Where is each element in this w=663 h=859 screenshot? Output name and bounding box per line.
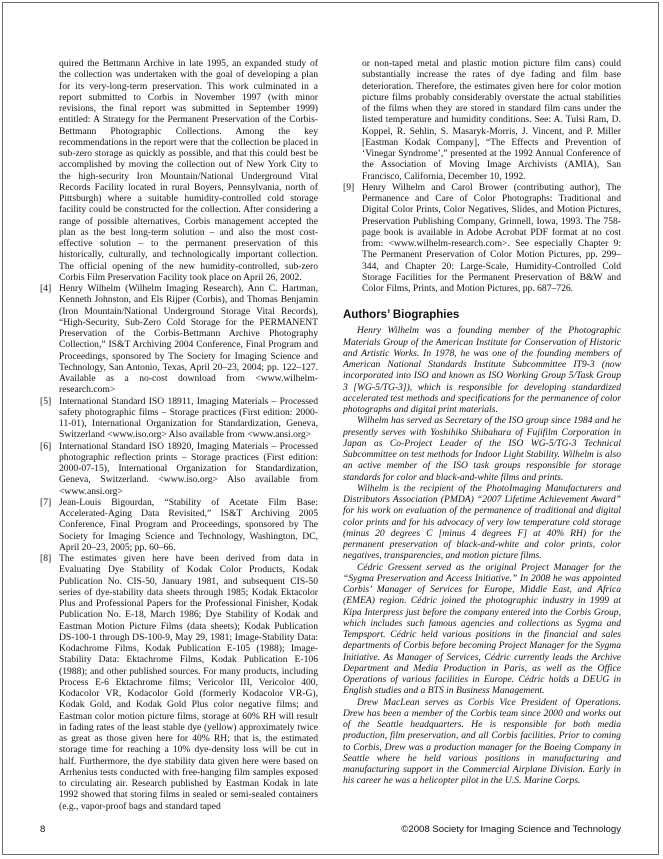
reference-text: Henry Wilhelm (Wilhelm Imaging Research), Ann C. Hartman, Kenneth Johnston, and Els Rijper (Corbis), and Thomas Benjamin (Iron Mountain/National Underground Storage Vital Records), “High-Security, Sub-Zero Cold Storage for the PERMANENT Preservation of the Corbis-Bettmann Archive Photography Collection,” IS&T Archiving 2004 Conference, Final Program and Proceedings, sponsored by The Society for Imaging Science and Technology, San Antonio, Texas, April 20–23, 2004; pp. 122–127. Available as a no-cost download from <www.wilhelm-research.com>	[59, 283, 318, 396]
reference-text: Henry Wilhelm and Carol Brower (contributing author), The Permanence and Care of Color Photographs: Traditional and Digital Color Prints, Color Negatives, Slides, and Motion Pictures, Preservation Publishing Company, Grinnell, Iowa, 1993. The 758-page book is available in Adobe Acrobat PDF format at no cost from: <www.wilhelm-research.com>. See especially Chapter 9: The Permanent Preservation of Color Motion Pictures, pp. 299–344, and Chapter 20: Large-Scale, Humidity-Controlled Cold Storage Facilities for the Permanent Preservation of B&W and Color Films, Prints, and Motion Pictures, pp. 687–726.	[362, 181, 621, 294]
reference-3-continuation: quired the Bettmann Archive in late 1995, an expanded study of the collection was undertaken with the goal of developing a plan for its very-long-term preservation. This work culminated in a report submitted to Corbis in November 1997 (with minor revisions, the final report was submitted in September 1999) entitled: A Strategy for the Permanent Preservation of the Corbis-Bettmann Photographic Collections. Among the key recommendations in the report were that the collection be placed in sub-zero storage as quickly as possible, and that this could best be accomplished by moving the collection out of New York City to the high-security Iron Mountain/National Underground Vital Records Facility located in rural Boyers, Pennsylvania, north of Pittsburgh) where a suitable humidity-controlled cold storage facility could be constructed for the collection. After considering a range of possible alternatives, Corbis management accepted the plan as the best long-term solution – and also the most cost-effective solution – to the permanent preservation of this historically, culturally, and technologically important collection. The official opening of the new humidity-controlled, sub-zero Corbis Film Preservation Facility took place on April 26, 2002.	[59, 58, 318, 283]
reference-8	[40, 553, 318, 812]
right-column	[343, 58, 621, 787]
bio-paragraph: Henry Wilhelm was a founding member of the Photographic Materials Group of the American Institute for Conservation of Historic and Artistic Works. In 1978, he was one of the founding members of American National Standards Institute Subcommittee IT9-3 (now incorporated into ISO and known as ISO Working Group 5/Task Group 3 [WG-5/TG-3]), which is responsible for developing standardized accelerated test methods and specifications for the permanence of color photographs and digital print materials.	[343, 325, 621, 415]
reference-number: [5]	[40, 395, 52, 407]
reference-text: International Standard ISO 18911, Imaging Materials – Processed safety photographic films – Storage practices (First edition: 2000-11-01), International Organization for Standardization, Geneva, Switzerland <www.iso.org> Also available from <www.ansi.org>	[59, 395, 318, 441]
bio-paragraph: Wilhelm is the recipient of the PhotoImaging Manufacturers and Distributors Association (PMDA) “2007 Lifetime Achievement Award” for his work on evaluation of the permanence of traditional and digital color prints and for his advocacy of very low temperature cold storage (minus 20 degrees C [minus 4 degrees F] at 40% RH) for the permanent preservation of black-and-white and color prints, color negatives, transparencies, and motion picture films.	[343, 482, 621, 562]
reference-number: [7]	[40, 496, 52, 508]
reference-4	[40, 283, 318, 396]
copyright-notice: ©2008 Society for Imaging Science and Technology	[401, 824, 621, 835]
section-heading-biographies: Authors’ Biographies	[343, 309, 460, 322]
reference-9	[343, 182, 621, 295]
left-column	[40, 58, 318, 812]
reference-number: [8]	[40, 553, 52, 564]
reference-8-continuation: or non-taped metal and plastic motion picture film cans) could substantially increase the rates of dye fading and film base deterioration. Therefore, the estimates given here for color motion picture films probably considerably overstate the actual stabilities of the films when they are stored in standard film cans under the listed temperature and humidity conditions. See: A. Tulsi Ram, D. Koppel, R. Sehlin, S. Masaryk-Morris, J. Vincent, and P. Miller [Eastman Kodak Company], “The Effects and Prevention of ‘Vinegar Syndrome’,” presented at the 1992 Annual Conference of the Association of Moving Image Archivists (AMIA), San Francisco, California, December 10, 1992.	[362, 58, 621, 182]
reference-7	[40, 497, 318, 553]
reference-6	[40, 441, 318, 497]
bio-paragraph: Cédric Gressent served as the original Project Manager for the “Sygma Preservation and Access Initiative.” In 2008 he was appointed Corbis’ Manager of Services for Europe, Middle East, and Africa (EMEA) region. Cédric joined the photographic industry in 1999 at Kipa Interpress just before the company entered into the Corbis Group, which includes such famous agencies and collections as Sygma and Tempsport. Cédric held various positions in the financial and sales departments of Corbis before becoming Project Manager for the Sygma Initiative. As Manager of Services, Cédric currently leads the Archive Department and Media Production in Paris, as well as the Office Operations of various facilities in Europe. Cédric holds a DEUG in English studies and a BTS in Business Management.	[343, 561, 621, 697]
reference-5	[40, 396, 318, 441]
reference-number: [6]	[40, 440, 52, 452]
bio-paragraph: Drew MacLean serves as Corbis Vice President of Operations. Drew has been a member of the Corbis team since 2000 and works out of the Seattle headquarters. He is responsible for both media production, film preservation, and all Corbis facilities. Prior to coming to Corbis, Drew was a production manager for the Boeing Company in Seattle where he held various positions in manufacturing and manufacturing support in the Commercial Airplane Division. Early in his career he was a helicopter pilot in the U.S. Marine Corps.	[343, 696, 621, 787]
reference-text: International Standard ISO 18920, Imaging Materials – Processed photographic reflection prints – Storage practices (First edition: 2000-07-15), International Organization for Standardization, Geneva, Switzerland. <www.iso.org> Also available from <www.ansi.org>	[59, 440, 318, 497]
page-number: 8	[40, 824, 46, 835]
bio-paragraph: Wilhelm has served as Secretary of the ISO group since 1984 and he presently serves with Yoshihiko Shibahara of Fujifilm Corporation in Japan as Co-Project Leader of the ISO WG-5/TG-3 Technical Subcommittee on test methods for Indoor Light Stability. Wilhelm is also an active member of the ISO task groups responsible for storage standards for color and black-and-white films and prints.	[343, 415, 621, 483]
reference-text: Jean-Louis Bigourdan, “Stability of Acetate Film Base: Accelerated-Aging Data Revisited,” IS&T Archiving 2005 Conference, Final Program and Proceedings, sponsored by The Society for Imaging Science and Technology, Washington, DC, April 20–23, 2005; pp. 60–66.	[59, 496, 318, 553]
reference-number: [4]	[40, 283, 52, 294]
reference-number: [9]	[343, 181, 355, 193]
journal-page	[2, 2, 659, 855]
reference-text: The estimates given here have been derived from data in Evaluating Dye Stability of Kodak Color Products, Kodak Publication No. CIS-50, January 1981, and subsequent CIS-50 series of dye-stability data sheets through 1985; Kodak Ektacolor Plus and Professional Papers for the Professional Finisher, Kodak Publication No. E-18, March 1986; Dye Stability of Kodak and Eastman Motion Picture Films (data sheets); Kodak Publication DS-100-1 through DS-100-9, May 29, 1981; Image-Stability Data: Kodachrome Films, Kodak Publication E-105 (1988); Image-Stability Data: Ektachrome Films, Kodak Publication E-106 (1988); and other published sources. For many products, including Process E-6 Ektachrome films; Vericolor III, Vericolor 400, Kodacolor VR, Kodacolor Gold (formerly Kodacolor VR-G), Kodak Gold, and Kodak Gold Plus color negative films; and Eastman color motion picture films, storage at 60% RH will result in fading rates of the least stable dye (yellow) approximately twice as great as those given here for 40% RH; that is, the estimated storage time for reaching a 10% dye-density loss will be cut in half. Furthermore, the dye stability data given here were based on Arrhenius tests conducted with free-hanging film samples exposed to circulating air. Research published by Eastman Kodak in late 1992 showed that storing films in sealed or semi-sealed containers (e.g., vapor-proof bags and standard taped	[59, 553, 318, 812]
